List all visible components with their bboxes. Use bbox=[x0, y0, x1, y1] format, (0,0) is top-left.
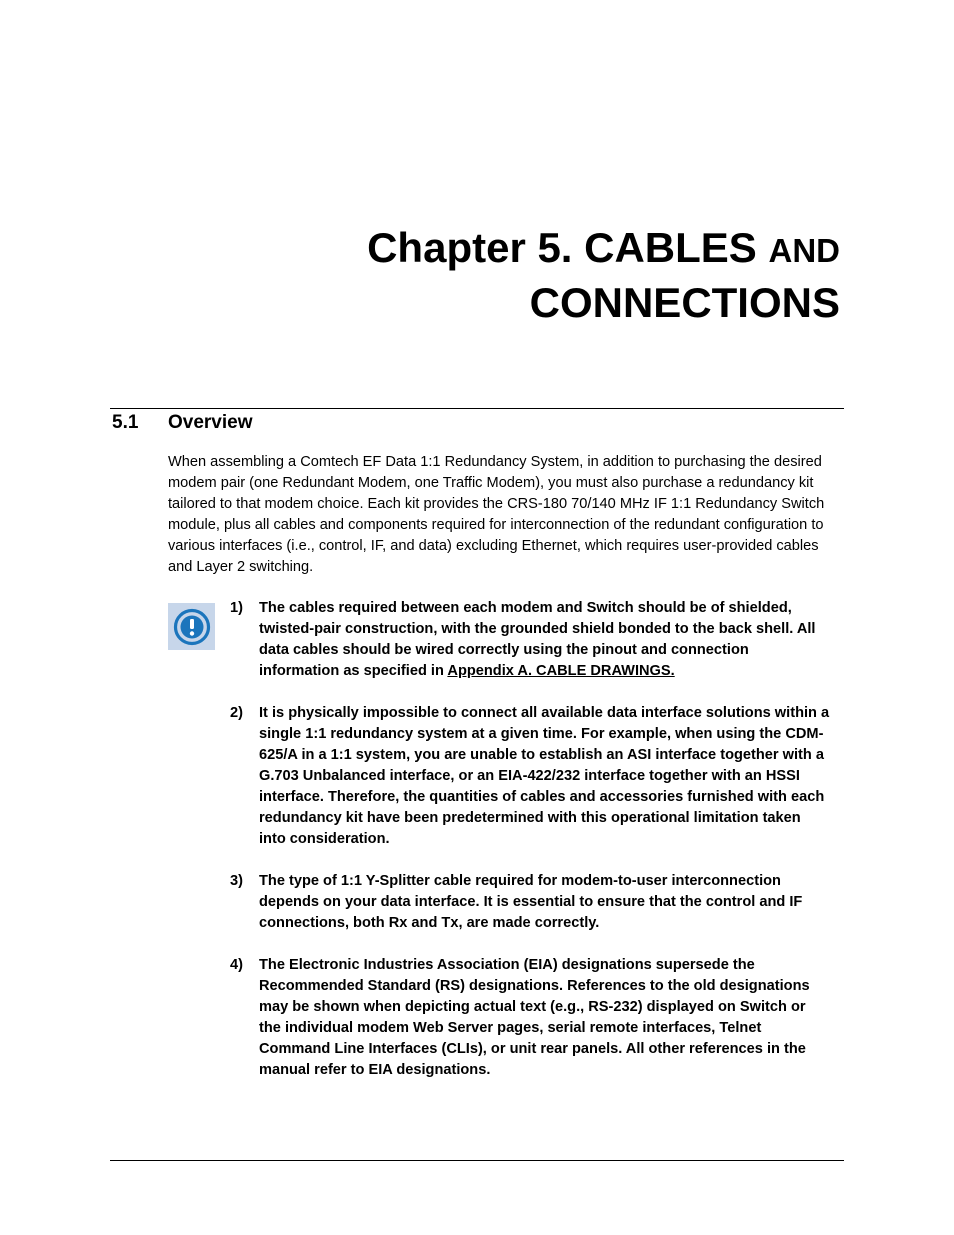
note-number: 1) bbox=[230, 600, 243, 616]
important-exclamation-icon-graphic bbox=[172, 607, 212, 647]
note-number: 4) bbox=[230, 957, 243, 973]
chapter-title-and: AND bbox=[768, 232, 840, 269]
section-heading bbox=[112, 411, 253, 435]
note-item bbox=[230, 703, 830, 850]
important-notes-list bbox=[230, 598, 830, 1102]
note-text: It is physically impossible to connect all available data interface solutions within a single 1:1 redundancy system at a given time. For example, when using the CDM-625/A in a 1:1 system, you are unable to establish an ASI interface together with a G.703 Unbalanced interface, or an EIA-422/232 interface together with an HSSI interface. Therefore, the quantities of cables and accessories furnished with each redundancy kit have been predetermined with this operational limitation taken into consideration. bbox=[259, 705, 830, 847]
important-exclamation-icon bbox=[168, 603, 215, 650]
note-text: The Electronic Industries Association (EIA) designations supersede the Recommended Standard (RS) designations. References to the old designations may be shown when depicting actual text (e.g., RS-232) displayed on Switch or the individual modem Web Server pages, serial remote interfaces, Telnet Command Line Interfaces (CLIs), or unit rear panels. All other references in the manual refer to EIA designations. bbox=[259, 957, 810, 1078]
section-title: Overview bbox=[168, 412, 253, 433]
footer-divider bbox=[110, 1160, 844, 1161]
note-item bbox=[230, 955, 830, 1081]
note-item bbox=[230, 598, 830, 682]
note-number: 2) bbox=[230, 705, 243, 721]
section-number: 5.1 bbox=[112, 412, 139, 433]
chapter-title-main: Chapter 5. CABLES bbox=[367, 224, 769, 271]
note-text: The type of 1:1 Y-Splitter cable required for modem-to-user interconnection depends on your data interface. It is essential to ensure that the control and IF connections, both Rx and Tx, are made correctly. bbox=[259, 873, 803, 931]
chapter-title bbox=[367, 222, 840, 329]
appendix-a-link[interactable]: Appendix A. CABLE DRAWINGS. bbox=[447, 663, 675, 679]
note-text: The cables required between each modem and Switch should be of shielded, twisted-pair construction, with the grounded shield bonded to the back shell. All data cables should be wired correctly using the pinout and connection information as specified in bbox=[259, 600, 816, 679]
chapter-title-line2: CONNECTIONS bbox=[529, 279, 840, 326]
section-top-divider bbox=[110, 408, 844, 409]
note-number: 3) bbox=[230, 873, 243, 889]
note-item bbox=[230, 871, 830, 934]
overview-paragraph: When assembling a Comtech EF Data 1:1 Redundancy System, in addition to purchasing the desired modem pair (one Redundant Modem, one Traffic Modem), you must also purchase a redundancy kit tailored to that modem choice. Each kit provides the CRS-180 70/140 MHz IF 1:1 Redundancy Switch module, plus all cables and components required for interconnection of the redundant configuration to various interfaces (i.e., control, IF, and data) excluding Ethernet, which requires user-provided cables and Layer 2 switching. bbox=[168, 454, 825, 575]
